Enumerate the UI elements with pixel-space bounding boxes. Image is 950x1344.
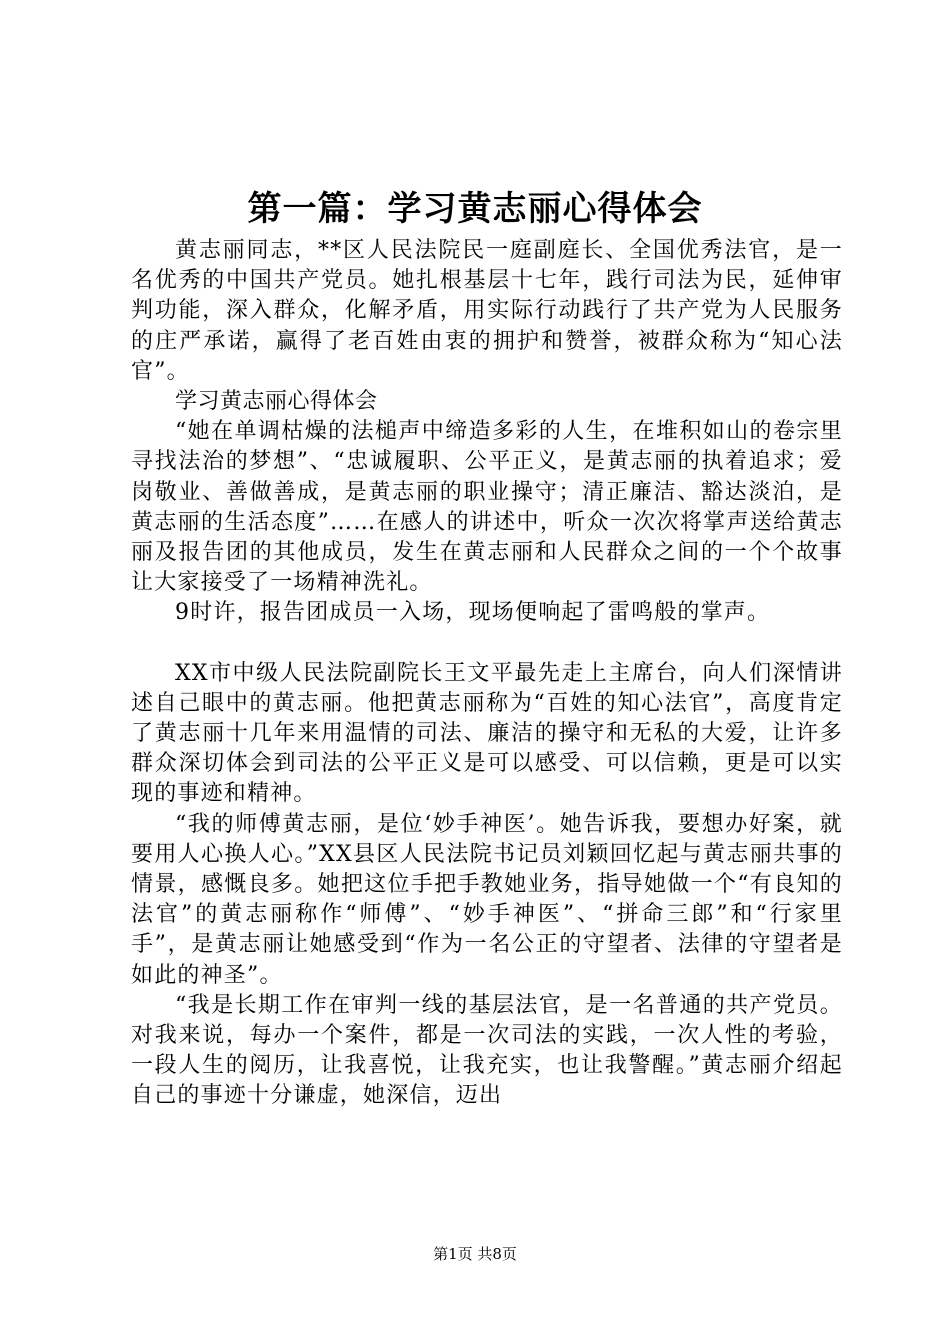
paragraph-gap bbox=[131, 629, 843, 659]
page-footer: 第1页 共8页 bbox=[433, 1245, 517, 1263]
document-body bbox=[131, 236, 843, 1112]
paragraph-huang-zhili: “我是长期工作在审判一线的基层法官，是一名普通的共产党员。对我来说，每办一个案件，都是一次司法的实践，一次人性的考验，一段人生的阅历，让我喜悦，让我充实，也让我警醒。”黄志丽介绍起自己的事迹十分谦虚，她深信，迈出 bbox=[131, 992, 843, 1109]
paragraph-quote: “她在单调枯燥的法槌声中缔造多彩的人生，在堆积如山的卷宗里寻找法治的梦想”、“忠诚履职、公平正义，是黄志丽的执着追求；爱岗敬业、善做善成，是黄志丽的职业操守；清正廉洁、豁达淡泊，是黄志丽的生活态度”……在感人的讲述中，听众一次次将掌声送给黄志丽及报告团的其他成员，发生在黄志丽和人民群众之间的一个个故事让大家接受了一场精神洗礼。 bbox=[131, 419, 843, 596]
paragraph-liu-ying: “我的师傅黄志丽，是位‘妙手神医’。她告诉我，要想办好案，就要用人心换人心。”XX县区人民法院书记员刘颖回忆起与黄志丽共事的情景，感慨良多。她把这位手把手教她业务，指导她做一个“有良知的法官”的黄志丽称作“师傅”、“妙手神医”、“拼命三郎”和“行家里手”，是黄志丽让她感受到“作为一名公正的守望者、法律的守望者是如此的神圣”。 bbox=[131, 811, 843, 988]
page-title: 第一篇：学习黄志丽心得体会 bbox=[247, 189, 703, 229]
paragraph-intro: 黄志丽同志，**区人民法院民一庭副庭长、全国优秀法官，是一名优秀的中国共产党员。她扎根基层十七年，践行司法为民，延伸审判功能，深入群众，化解矛盾，用实际行动践行了共产党为人民服务的庄严承诺，赢得了老百姓由衷的拥护和赞誉，被群众称为“知心法官”。 bbox=[131, 238, 843, 384]
paragraph-applause: 9时许，报告团成员一入场，现场便响起了雷鸣般的掌声。 bbox=[175, 600, 771, 626]
paragraph-wang-wenping: XX市中级人民法院副院长王文平最先走上主席台，向人们深情讲述自己眼中的黄志丽。他把黄志丽称为“百姓的知心法官”，高度肯定了黄志丽十几年来用温情的司法、廉洁的操守和无私的大爱，让许多群众深切体会到司法的公平正义是可以感受、可以信赖，更是可以实现的事迹和精神。 bbox=[131, 660, 843, 807]
paragraph-subtitle: 学习黄志丽心得体会 bbox=[175, 389, 378, 415]
